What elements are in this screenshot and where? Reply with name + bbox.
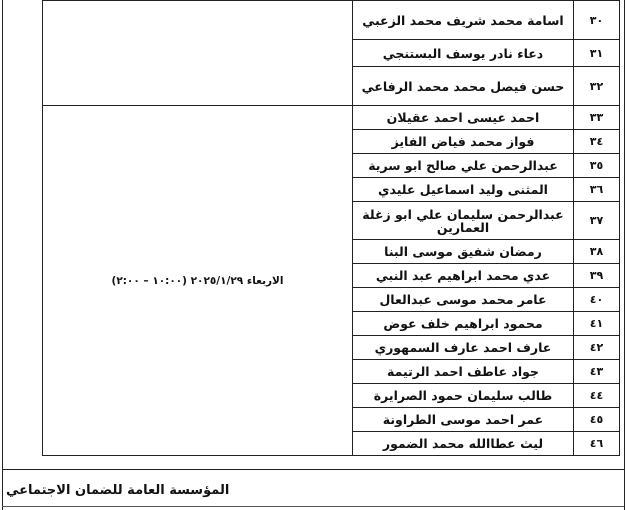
table-row: [43, 1, 620, 40]
row-name: رمضان شفيق موسى البنا: [353, 240, 574, 264]
page-frame-right: [624, 0, 625, 510]
row-name: اسامة محمد شريف محمد الزعبي: [353, 1, 574, 40]
row-number: ٤٠: [574, 288, 620, 312]
session-cell-previous: [43, 1, 353, 106]
row-number: ٣٠: [574, 1, 620, 40]
bottom-divider: [2, 506, 624, 507]
row-number: ٣٥: [574, 154, 620, 178]
row-number: ٣٧: [574, 202, 620, 240]
row-name: طالب سليمان حمود الصرايرة: [353, 384, 574, 408]
row-number: ٣٣: [574, 106, 620, 130]
row-name: عامر محمد موسى عبدالعال: [353, 288, 574, 312]
row-number: ٣٤: [574, 130, 620, 154]
row-number: ٤٥: [574, 408, 620, 432]
row-name: احمد عيسى احمد عقيلان: [353, 106, 574, 130]
row-name: فواز محمد فياض الفايز: [353, 130, 574, 154]
row-number: ٣٩: [574, 264, 620, 288]
row-name: عبدالرحمن علي صالح ابو سرية: [353, 154, 574, 178]
row-number: ٣٨: [574, 240, 620, 264]
row-name: محمود ابراهيم خلف عوض: [353, 312, 574, 336]
names-table: [42, 0, 620, 456]
row-number: ٤٣: [574, 360, 620, 384]
row-number: ٤٢: [574, 336, 620, 360]
session-date-time: الاربعاء ٢٠٢٥/١/٢٩ (١٠:٠٠ – ٢:٠٠): [43, 106, 353, 456]
footer-divider: [2, 469, 624, 470]
row-name: المثنى وليد اسماعيل عليدي: [353, 178, 574, 202]
row-name: ليث عطاالله محمد الضمور: [353, 432, 574, 456]
footer-organization: المؤسسة العامة للضمان الاجتماعي: [6, 483, 230, 498]
row-number: ٤٤: [574, 384, 620, 408]
row-number: ٣٢: [574, 67, 620, 106]
row-number: ٣٦: [574, 178, 620, 202]
row-name: جواد عاطف احمد الرتيمة: [353, 360, 574, 384]
row-name: عمر احمد موسى الطراونة: [353, 408, 574, 432]
page-frame-left: [2, 0, 3, 510]
row-name: حسن فيصل محمد محمد الرفاعي: [353, 67, 574, 106]
row-name: عبدالرحمن سليمان علي ابو زغلة العمارين: [353, 202, 574, 240]
table-row: [43, 106, 620, 130]
row-name: دعاء نادر يوسف البستنجي: [353, 40, 574, 67]
row-number: ٣١: [574, 40, 620, 67]
row-number: ٤١: [574, 312, 620, 336]
row-name: عارف احمد عارف السمهوري: [353, 336, 574, 360]
row-name: عدي محمد ابراهيم عبد النبي: [353, 264, 574, 288]
row-number: ٤٦: [574, 432, 620, 456]
